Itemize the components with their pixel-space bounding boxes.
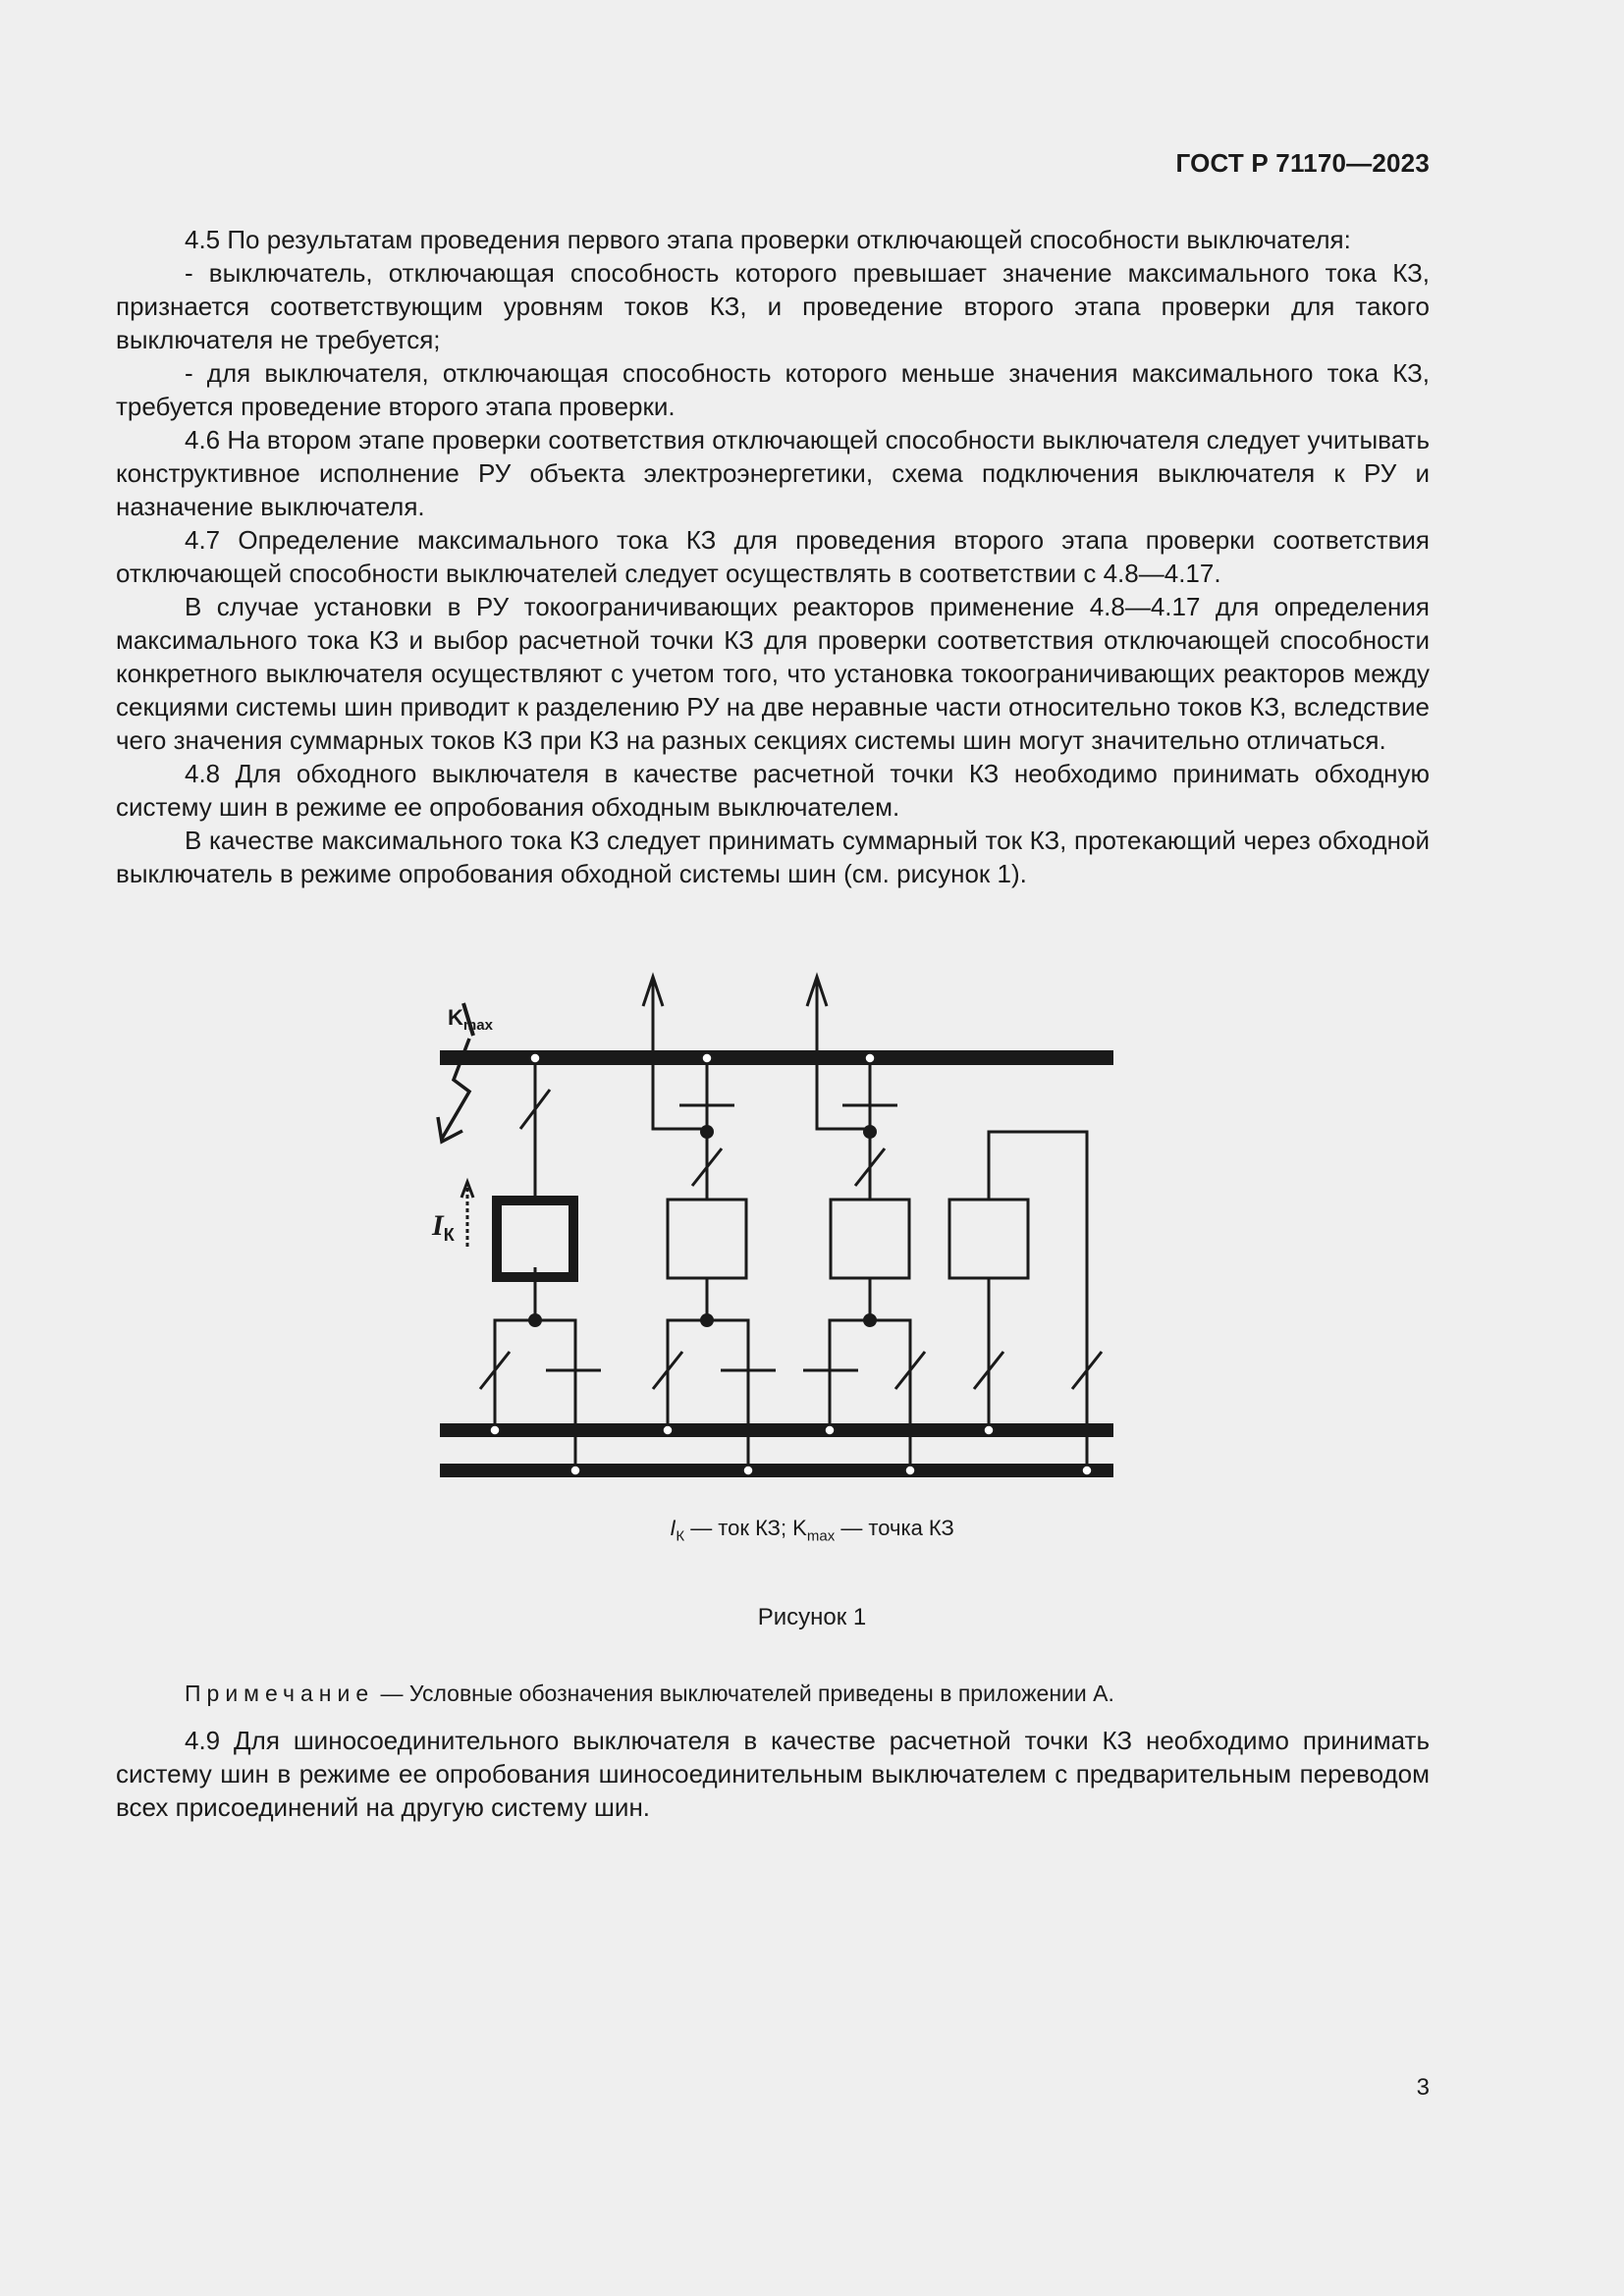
- page-number: 3: [1416, 2074, 1430, 2101]
- breaker-box-2: [668, 1200, 746, 1278]
- kmax-label: $K_{max}$: [448, 1005, 493, 1034]
- main-text-continued: [116, 1724, 1430, 1824]
- paragraph-4-7: 4.7 Определение максимального тока КЗ для проведения второго этапа проверки соответствия отключающей способности выключателей следует осуществлять в соответствии с 4.8—4.17.: [116, 525, 1430, 588]
- breaker-box-3: [831, 1200, 909, 1278]
- main-text: [116, 223, 1430, 890]
- paragraph-4-5-item-1: - выключатель, отключающая способность которого превышает значение максимального тока КЗ, признается соответствующим уровням токов КЗ, и проведение второго этапа проверки для такого выключателя не требуется;: [116, 258, 1430, 354]
- bypass-busbar: [440, 1464, 1113, 1477]
- paragraph-4-5: 4.5 По результатам проведения первого этапа проверки отключающей способности выключателя:: [185, 225, 1351, 254]
- document-header: ГОСТ Р 71170—2023: [1175, 148, 1430, 178]
- note: [185, 1681, 1432, 1707]
- paragraph-reactors: В случае установки в РУ токоограничивающих реакторов применение 4.8—4.17 для определения максимального тока КЗ и выбор расчетной точки КЗ для проверки соответствия отключающей способности конкретного выключателя осуществляют с учетом того, что установка токоограничивающих реакторов между секциями системы шин приводит к разделению РУ на две неравные части относительно токов КЗ, вследствие чего значения суммарных токов КЗ при КЗ на разных секциях системы шин могут значительно отличаться.: [116, 592, 1430, 755]
- ik-label: $I_К$: [432, 1209, 455, 1245]
- figure-caption: Рисунок 1: [757, 1604, 867, 1630]
- main-busbar: [440, 1050, 1113, 1065]
- note-label: Примечание: [185, 1681, 375, 1706]
- switchgear-diagram: [0, 962, 1624, 1512]
- paragraph-max-current: В качестве максимального тока КЗ следует принимать суммарный ток КЗ, протекающий через обходной выключатель в режиме опробования обходной системы шин (см. рисунок 1).: [116, 826, 1430, 888]
- note-text: — Условные обозначения выключателей приведены в приложении А.: [374, 1681, 1114, 1706]
- paragraph-4-5-item-2: - для выключателя, отключающая способность которого меньше значения максимального тока КЗ, требуется проведение второго этапа проверки.: [116, 358, 1430, 421]
- busbar-system-1: [440, 1423, 1113, 1437]
- figure-legend: $I_К$ — ток КЗ; $K_{max}$ — точка КЗ: [670, 1516, 954, 1545]
- bypass-breaker-box: [497, 1201, 573, 1277]
- breaker-box-4: [949, 1200, 1028, 1278]
- paragraph-4-6: 4.6 На втором этапе проверки соответствия отключающей способности выключателя следует учитывать конструктивное исполнение РУ объекта электроэнергетики, схема подключения выключателя к РУ и назначение выключателя.: [116, 425, 1430, 521]
- paragraph-4-9: 4.9 Для шиносоединительного выключателя в качестве расчетной точки КЗ необходимо принимать систему шин в режиме ее опробования шиносоединительным выключателем с предварительным переводом всех присоединений на другую систему шин.: [116, 1726, 1430, 1822]
- paragraph-4-8: 4.8 Для обходного выключателя в качестве расчетной точки КЗ необходимо принимать обходную систему шин в режиме ее опробования обходным выключателем.: [116, 759, 1430, 822]
